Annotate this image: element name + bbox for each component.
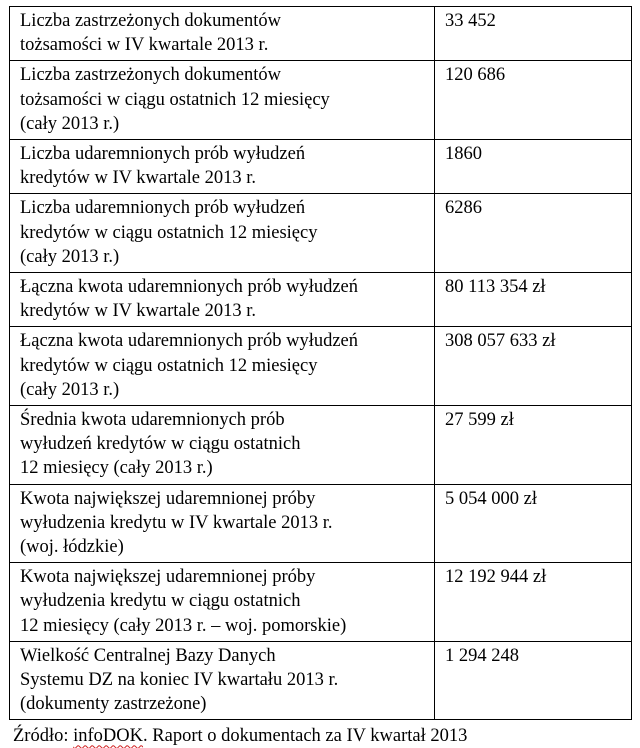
row-value: 33 452 [435,7,632,61]
row-value: 5 054 000 zł [435,484,632,563]
row-label: Kwota największej udaremnionej próby wyłudzenia kredytu w ciągu ostatnich 12 miesięcy (cały 2013 r. – woj. pomorskie) [10,563,435,642]
table-row [10,7,632,61]
row-label: Średnia kwota udaremnionych prób wyłudzeń kredytów w ciągu ostatnich 12 miesięcy (cały 2013 r.) [10,406,435,485]
source-caption [9,724,631,748]
row-value: 6286 [435,194,632,273]
source-suffix: . Raport o dokumentach za IV kwartał 2013 [143,726,468,747]
row-label: Liczba zastrzeżonych dokumentów tożsamości w ciągu ostatnich 12 miesięcy (cały 2013 r.) [10,61,435,140]
table-row [10,194,632,273]
row-label: Kwota największej udaremnionej próby wyłudzenia kredytu w IV kwartale 2013 r. (woj. łódzkie) [10,484,435,563]
row-label: Liczba zastrzeżonych dokumentów tożsamości w IV kwartale 2013 r. [10,7,435,61]
table-row [10,140,632,194]
row-value: 12 192 944 zł [435,563,632,642]
row-label: Łączna kwota udaremnionych prób wyłudzeń kredytów w IV kwartale 2013 r. [10,273,435,327]
table-row [10,61,632,140]
row-value: 1 294 248 [435,641,632,720]
table-row [10,273,632,327]
table-row [10,641,632,720]
table-row [10,563,632,642]
row-value: 120 686 [435,61,632,140]
row-label: Wielkość Centralnej Bazy Danych Systemu DZ na koniec IV kwartału 2013 r. (dokumenty zastrzeżone) [10,641,435,720]
source-prefix: Źródło: [13,726,74,747]
row-value: 80 113 354 zł [435,273,632,327]
row-value: 308 057 633 zł [435,327,632,406]
row-label: Liczba udaremnionych prób wyłudzeń kredytów w ciągu ostatnich 12 miesięcy (cały 2013 r.) [10,194,435,273]
statistics-table [9,6,632,720]
table-row [10,406,632,485]
source-name: infoDOK [73,726,144,747]
table-row [10,484,632,563]
row-value: 27 599 zł [435,406,632,485]
table-row [10,327,632,406]
row-value: 1860 [435,140,632,194]
row-label: Liczba udaremnionych prób wyłudzeń kredytów w IV kwartale 2013 r. [10,140,435,194]
row-label: Łączna kwota udaremnionych prób wyłudzeń kredytów w ciągu ostatnich 12 miesięcy (cały 2013 r.) [10,327,435,406]
document [9,6,631,748]
